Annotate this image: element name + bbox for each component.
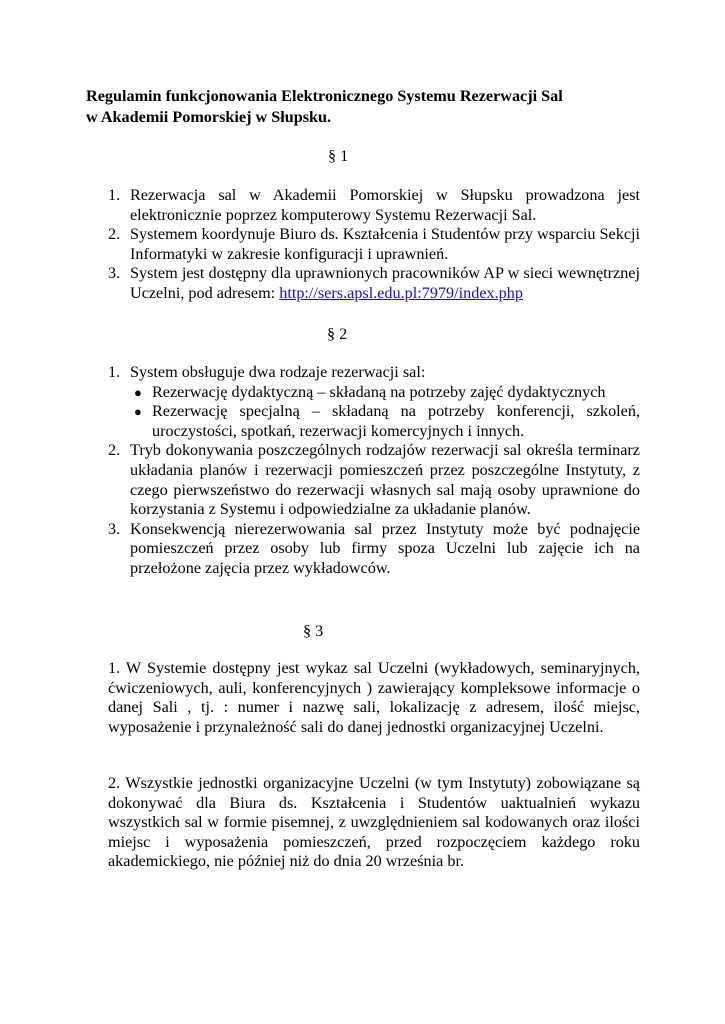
bullet-item [130, 383, 640, 403]
item-number: 3. [108, 519, 121, 538]
item-text: Rezerwacja sal w Akademii Pomorskiej w Słupsku prowadzona jest elektronicznie poprzez komputerowy Systemu Rezerwacji Sal. [130, 186, 640, 224]
bullet-text: Rezerwację specjalną – składaną na potrzeby konferencji, szkoleń, uroczystości, spotkań, rezerwacji komercyjnych i innych. [152, 402, 640, 440]
title-line-1: Regulamin funkcjonowania Elektronicznego Systemu Rezerwacji Sal [86, 87, 563, 105]
section-1-list [108, 186, 640, 304]
list-item [108, 225, 640, 264]
section-2-list [108, 363, 640, 579]
document-title [86, 86, 646, 128]
section-1-heading: § 1 [328, 147, 349, 165]
bullet-icon: ● [134, 384, 142, 400]
bullet-item [130, 402, 640, 441]
section-3-paragraph-2: 2. Wszystkie jednostki organizacyjne Uczelni (w tym Instytuty) zobowiązane są dokonywać dla Biura ds. Kształcenia i Studentów uaktualnień wykazu wszystkich sal w formie pisemnej, z uwzględnieniem sal kodowanych oraz ilości miejsc i wyposażenia pomieszczeń, przed rozpoczęciem każdego roku akademickiego, nie później niż do dnia 20 września br. [108, 774, 640, 871]
item-text: Konsekwencją nierezerwowania sal przez Instytuty może być podnajęcie pomieszczeń przez osoby lub firmy spoza Uczelni lub zajęcie ich na przełożone zajęcia przez wykładowców. [130, 519, 640, 577]
list-item [108, 441, 640, 519]
item-number: 1. [108, 186, 121, 204]
item-number: 2. [108, 441, 121, 460]
item-number: 3. [108, 264, 121, 283]
item-number: 1. [108, 363, 121, 381]
item-text: Tryb dokonywania poszczególnych rodzajów rezerwacji sal określa terminarz układania planów i rezerwacji pomieszczeń przez poszczególne Instytuty, z czego pierwszeństwo do rezerwacji własnych sal mają osoby uprawnione do korzystania z Systemu i odpowiedzialne za układanie planów. [130, 441, 640, 519]
list-item [108, 264, 640, 303]
item-text: System obsługuje dwa rodzaje rezerwacji sal: [130, 363, 426, 381]
title-line-2: w Akademii Pomorskiej w Słupsku. [86, 108, 332, 126]
section-3-heading: § 3 [303, 622, 324, 640]
item-text: System jest dostępny dla uprawnionych pracowników AP w sieci wewnętrznej Uczelni, pod adresem: [130, 264, 640, 302]
section-2-heading: § 2 [327, 325, 348, 343]
list-item [108, 186, 640, 225]
item-text: Systemem koordynuje Biuro ds. Kształcenia i Studentów przy wsparciu Sekcji Informatyki w zakresie konfiguracji i uprawnień. [130, 225, 640, 263]
list-item [108, 520, 640, 579]
bullet-text: Rezerwację dydaktyczną – składaną na potrzeby zajęć dydaktycznych [152, 382, 606, 401]
item-number: 2. [108, 225, 121, 244]
reservation-types-list [130, 383, 640, 442]
bullet-icon: ● [134, 404, 142, 420]
system-url-link[interactable]: http://sers.apsl.edu.pl:7979/index.php [279, 283, 523, 302]
section-3-paragraph-1: 1. W Systemie dostępny jest wykaz sal Uczelni (wykładowych, seminaryjnych, ćwiczeniowych, auli, konferencyjnych ) zawierający kompleksowe informacje o danej Sali , tj. : numer i nazwę sali, lokalizację z adresem, ilość miejsc, wyposażenie i przynależność sali do danej jednostki organizacyjnej Uczelni. [108, 659, 640, 736]
list-item [108, 363, 640, 441]
